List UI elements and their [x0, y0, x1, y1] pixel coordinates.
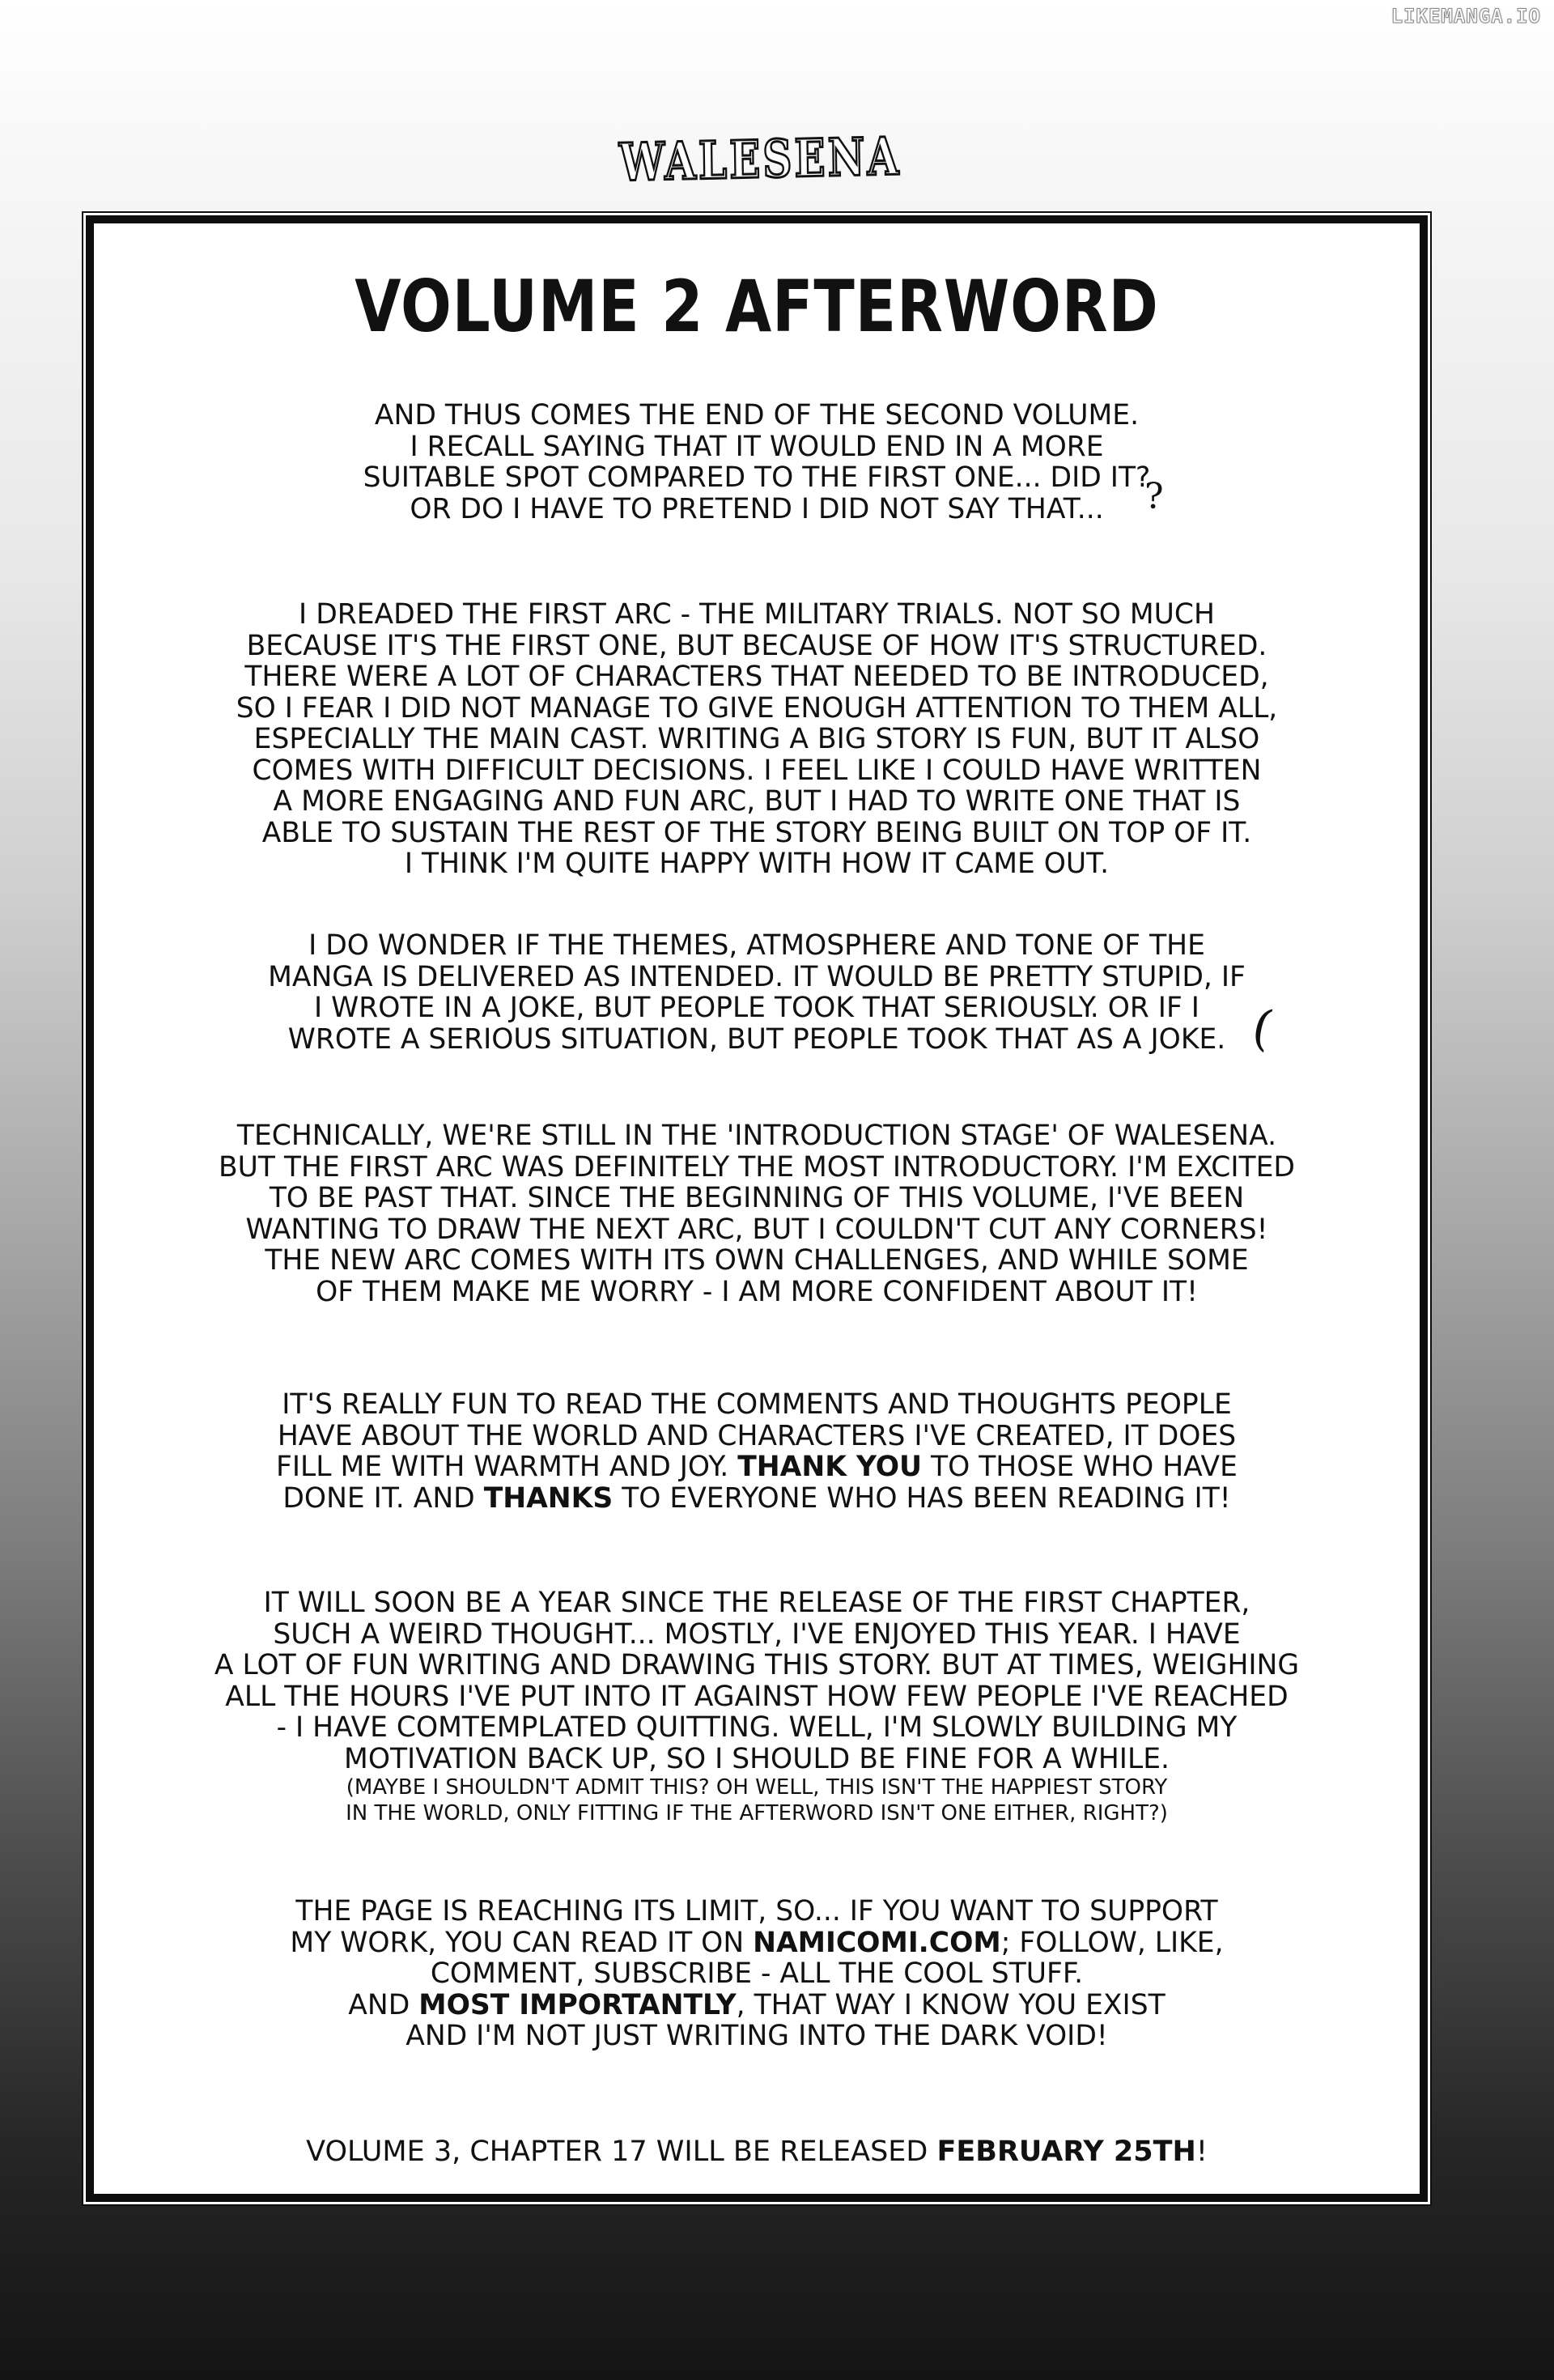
emphasis-thanks: THANKS: [483, 1481, 614, 1515]
text-line: [142, 1927, 1371, 1959]
text-line: SUITABLE SPOT COMPARED TO THE FIRST ONE... DID IT?: [363, 461, 1151, 494]
paragraph-1: [142, 400, 1371, 525]
text-line: ALL THE HOURS I'VE PUT INTO IT AGAINST HOW FEW PEOPLE I'VE REACHED: [225, 1680, 1289, 1713]
text-line: COMES WITH DIFFICULT DECISIONS. I FEEL LIKE I COULD HAVE WRITTEN: [252, 754, 1262, 787]
text-line: THE PAGE IS REACHING ITS LIMIT, SO... IF YOU WANT TO SUPPORT: [295, 1895, 1218, 1927]
aside-line: IN THE WORLD, ONLY FITTING IF THE AFTERWORD ISN'T ONE EITHER, RIGHT?): [346, 1801, 1168, 1825]
text-line: WANTING TO DRAW THE NEXT ARC, BUT I COULDN'T CUT ANY CORNERS!: [245, 1213, 1268, 1246]
text-line: I DREADED THE FIRST ARC - THE MILITARY TRIALS. NOT SO MUCH: [299, 598, 1215, 631]
text-line: ESPECIALLY THE MAIN CAST. WRITING A BIG STORY IS FUN, BUT IT ALSO: [253, 723, 1260, 755]
text-fragment: FILL ME WITH WARMTH AND JOY.: [276, 1451, 738, 1483]
text-line: THE NEW ARC COMES WITH ITS OWN CHALLENGES, AND WHILE SOME: [265, 1244, 1249, 1277]
text-line: AND I'M NOT JUST WRITING INTO THE DARK VOID!: [405, 2020, 1108, 2052]
text-line: BECAUSE IT'S THE FIRST ONE, BUT BECAUSE OF HOW IT'S STRUCTURED.: [246, 629, 1267, 662]
paragraph-6: [142, 1587, 1371, 1826]
emphasis-release-date: FEBRUARY 25TH: [936, 2136, 1196, 2168]
text-line: TECHNICALLY, WE'RE STILL IN THE 'INTRODUCTION STAGE' OF WALESENA.: [236, 1120, 1277, 1152]
text-line: OR DO I HAVE TO PRETEND I DID NOT SAY THAT...: [410, 492, 1104, 525]
text-line: BUT THE FIRST ARC WAS DEFINITELY THE MOST INTRODUCTORY. I'M EXCITED: [219, 1150, 1295, 1184]
text-fragment: !: [1195, 2136, 1208, 2168]
text-fragment: AND: [348, 1988, 419, 2021]
text-line: [142, 1451, 1371, 1483]
text-line: [142, 1483, 1371, 1515]
paragraph-5: [142, 1389, 1371, 1514]
text-line: I WROTE IN A JOKE, BUT PEOPLE TOOK THAT SERIOUSLY. OR IF I: [314, 992, 1199, 1024]
paragraph-3: [142, 929, 1371, 1058]
series-logo: [618, 121, 902, 198]
text-line: A MORE ENGAGING AND FUN ARC, BUT I HAD TO WRITE ONE THAT IS: [273, 785, 1241, 818]
text-line: [142, 1990, 1371, 2021]
text-line: SUCH A WEIRD THOUGHT... MOSTLY, I'VE ENJOYED THIS YEAR. I HAVE: [273, 1617, 1241, 1651]
emphasis-most-importantly: MOST IMPORTANTLY: [418, 1988, 737, 2021]
text-line: COMMENT, SUBSCRIBE - ALL THE COOL STUFF.: [430, 1957, 1084, 1990]
text-line: SO I FEAR I DID NOT MANAGE TO GIVE ENOUGH ATTENTION TO THEM ALL,: [236, 691, 1278, 725]
text-line: I RECALL SAYING THAT IT WOULD END IN A MORE: [410, 430, 1104, 463]
logo-text: WALESENA: [618, 125, 902, 193]
text-line: MOTIVATION BACK UP, SO I SHOULD BE FINE FOR A WHILE.: [344, 1742, 1170, 1775]
text-fragment: VOLUME 3, CHAPTER 17 WILL BE RELEASED: [306, 2136, 937, 2168]
emphasis-site: NAMICOMI.COM: [753, 1926, 1001, 1959]
text-fragment: , THAT WAY I KNOW YOU EXIST: [736, 1988, 1166, 2021]
question-mark-doodle: ?: [1144, 476, 1164, 517]
afterword-panel: [86, 215, 1428, 2202]
text-line: MANGA IS DELIVERED AS INTENDED. IT WOULD BE PRETTY STUPID, IF: [268, 960, 1246, 993]
text-line: WROTE A SERIOUS SITUATION, BUT PEOPLE TOOK THAT AS A JOKE.: [287, 1022, 1226, 1056]
text-fragment: MY WORK, YOU CAN READ IT ON: [290, 1926, 754, 1959]
paragraph-4: [142, 1120, 1371, 1307]
paragraph-2: [142, 599, 1371, 880]
text-fragment: TO EVERYONE WHO HAS BEEN READING IT!: [613, 1481, 1231, 1515]
text-line: I DO WONDER IF THE THEMES, ATMOSPHERE AND TONE OF THE: [308, 929, 1205, 962]
text-line: TO BE PAST THAT. SINCE THE BEGINNING OF THIS VOLUME, I'VE BEEN: [269, 1182, 1245, 1214]
text-line: AND THUS COMES THE END OF THE SECOND VOLUME.: [374, 399, 1140, 431]
text-line: I THINK I'M QUITE HAPPY WITH HOW IT CAME OUT.: [404, 848, 1110, 880]
text-fragment: TO THOSE WHO HAVE: [922, 1451, 1238, 1483]
text-line: THERE WERE A LOT OF CHARACTERS THAT NEEDED TO BE INTRODUCED,: [244, 661, 1269, 693]
text-line: HAVE ABOUT THE WORLD AND CHARACTERS I'VE CREATED, IT DOES: [277, 1419, 1237, 1452]
watermark: LIKEMANGA.IO: [1391, 5, 1541, 28]
text-line: OF THEM MAKE ME WORRY - I AM MORE CONFIDENT ABOUT IT!: [316, 1275, 1198, 1308]
text-line: A LOT OF FUN WRITING AND DRAWING THIS STORY. BUT AT TIMES, WEIGHING: [214, 1649, 1300, 1681]
text-fragment: DONE IT. AND: [282, 1481, 484, 1515]
text-line: IT'S REALLY FUN TO READ THE COMMENTS AND THOUGHTS PEOPLE: [282, 1388, 1232, 1421]
text-line: ABLE TO SUSTAIN THE REST OF THE STORY BEING BUILT ON TOP OF IT.: [261, 816, 1252, 849]
emphasis-thank-you: THANK YOU: [737, 1451, 923, 1483]
text-line: - I HAVE COMTEMPLATED QUITTING. WELL, I'M SLOWLY BUILDING MY: [276, 1711, 1238, 1744]
text-line: IT WILL SOON BE A YEAR SINCE THE RELEASE OF THE FIRST CHAPTER,: [263, 1587, 1250, 1619]
release-announcement: [94, 2136, 1420, 2168]
sweat-drop-doodle: (: [1246, 998, 1278, 1058]
text-fragment: ; FOLLOW, LIKE,: [1000, 1926, 1224, 1959]
aside-line: (MAYBE I SHOULDN'T ADMIT THIS? OH WELL, THIS ISN'T THE HAPPIEST STORY: [346, 1775, 1168, 1800]
page-title: VOLUME 2 AFTERWORD: [355, 265, 1159, 348]
paragraph-7: [142, 1896, 1371, 2052]
